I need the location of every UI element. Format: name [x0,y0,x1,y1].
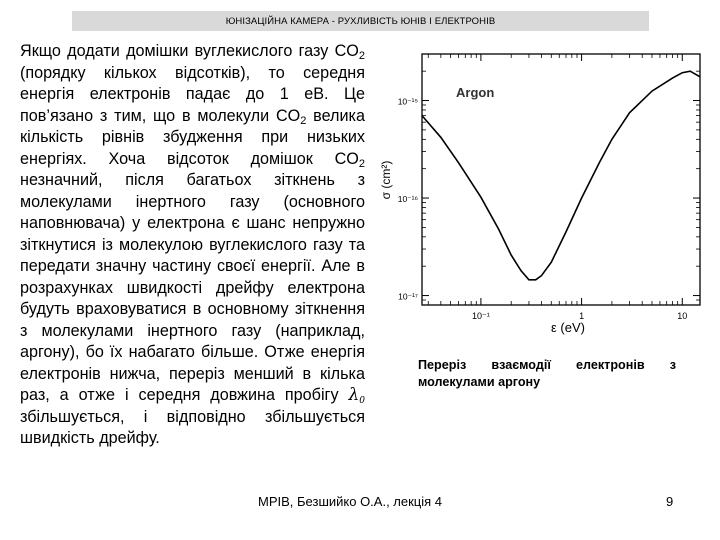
page-number: 9 [666,494,674,509]
caption-word: Переріз [418,358,467,372]
subscript: 2 [358,157,365,170]
cross-section-chart [368,40,720,350]
caption-line-1 [418,357,676,374]
body-text-part: (порядку кількох відсотків), то середня енергія електронів падає до 1 еВ. Це пов’язано з тим, що в молекули CO [20,63,365,125]
x-tick-label: 1 [579,311,585,321]
x-axis-label: ε (eV) [551,320,585,335]
caption-word: взаємодії [491,358,551,372]
y-axis-label: σ (cm²) [379,160,393,200]
subscript: 2 [358,50,365,62]
body-text-part: Якщо додати домішки вуглекислого газу CO [20,42,359,60]
y-tick-label: 10⁻¹⁶ [397,194,418,205]
lambda-char: λ [348,385,360,405]
x-tick-label: 10 [677,311,688,321]
subscript: 2 [300,114,307,127]
footer-text: МРІВ, Безшийко О.А., лекція 4 [258,494,443,509]
y-tick-label: 10⁻¹⁵ [397,96,418,107]
lambda-subscript: 0 [359,396,365,406]
header-title: ЮНІЗАЦІЙНА КАМЕРА - РУХЛИВІСТЬ ЮНІВ І ЕЛЕКТРОНІВ [225,15,496,27]
y-tick-label: 10⁻¹⁷ [398,291,418,302]
y-axis-ticks [398,71,700,305]
caption-word: з [669,358,676,372]
body-text-part: незначний, після багатьох зіткнень з молекулами інертного газу (основного наповнювача) у електрона є шанс непружно зіткнутися із молекулою вуглекислого газу та передати значну частину своєї енергії. Але в розрахунках швидкості дрейфу електрона будуть враховуватися в основному зіткнення з молекулами інертного газу (наприклад, аргону), бо їх набагато більше. Отже енергія електронів нижча, переріз менший в кілька раз, а отже і середня довжина пробігу [20,171,365,404]
caption-word: електронів [576,358,645,372]
lambda-symbol [348,385,365,405]
caption-line-2: молекулами аргону [418,375,541,389]
body-paragraph [20,41,365,450]
header-bar [72,11,649,31]
body-text-part: збільшується, і відповідно збільшується швидкість дрейфу. [20,407,365,447]
x-tick-label: 10⁻¹ [472,311,490,321]
legend-label: Argon [456,85,495,100]
series-line-argon [422,71,700,280]
body-text-part: велика кількість рівнів збудження при низьких енергіях. Хоча відсоток домішок CO [20,106,365,168]
figure-caption [418,357,676,391]
chart-svg [368,40,720,350]
